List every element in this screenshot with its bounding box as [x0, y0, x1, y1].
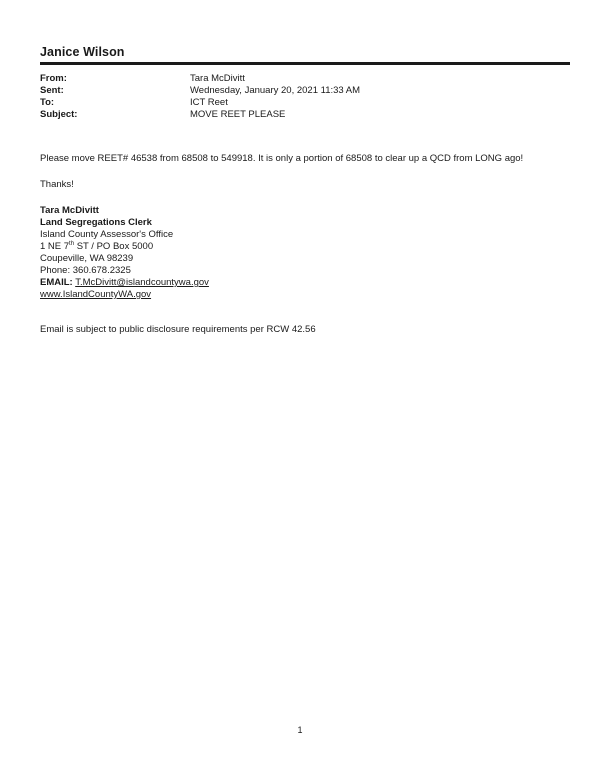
- subject-label: Subject:: [40, 109, 78, 120]
- signature-office: Island County Assessor's Office: [40, 229, 174, 240]
- sent-row: [40, 85, 540, 97]
- disclosure-note: Email is subject to public disclosure requirements per RCW 42.56: [40, 324, 316, 335]
- to-value: ICT Reet: [190, 97, 228, 108]
- signature-phone: Phone: 360.678.2325: [40, 265, 131, 276]
- email-label: EMAIL:: [40, 277, 73, 288]
- page-title: Janice Wilson: [40, 45, 125, 59]
- subject-value: MOVE REET PLEASE: [190, 109, 286, 120]
- subject-row: [40, 109, 540, 121]
- to-row: [40, 97, 540, 109]
- signature-block: [40, 205, 209, 301]
- signature-city: Coupeville, WA 98239: [40, 253, 134, 264]
- title-rule: [40, 62, 570, 65]
- signature-website-line: [40, 289, 209, 301]
- signature-email-line: [40, 277, 209, 289]
- signature-address: [40, 241, 209, 253]
- to-label: To:: [40, 97, 55, 108]
- page-number: 1: [297, 725, 303, 735]
- signature-name: Tara McDivitt: [40, 205, 99, 216]
- email-link[interactable]: T.McDivitt@islandcountywa.gov: [75, 277, 209, 288]
- sent-value: Wednesday, January 20, 2021 11:33 AM: [190, 85, 361, 96]
- from-row: [40, 73, 540, 85]
- website-link[interactable]: www.IslandCountyWA.gov: [40, 289, 152, 300]
- signature-role: Land Segregations Clerk: [40, 217, 152, 228]
- sent-label: Sent:: [40, 85, 64, 96]
- closing-text: Thanks!: [40, 179, 74, 190]
- message-body: Please move REET# 46538 from 68508 to 549918. It is only a portion of 68508 to clear up a QCD from LONG ago!: [40, 153, 524, 164]
- address-suffix: ST / PO Box 5000: [74, 241, 154, 252]
- from-value: Tara McDivitt: [190, 73, 245, 84]
- from-label: From:: [40, 73, 67, 84]
- address-sup: th: [69, 240, 75, 247]
- address-prefix: 1 NE 7: [40, 241, 70, 252]
- email-header: [40, 73, 540, 121]
